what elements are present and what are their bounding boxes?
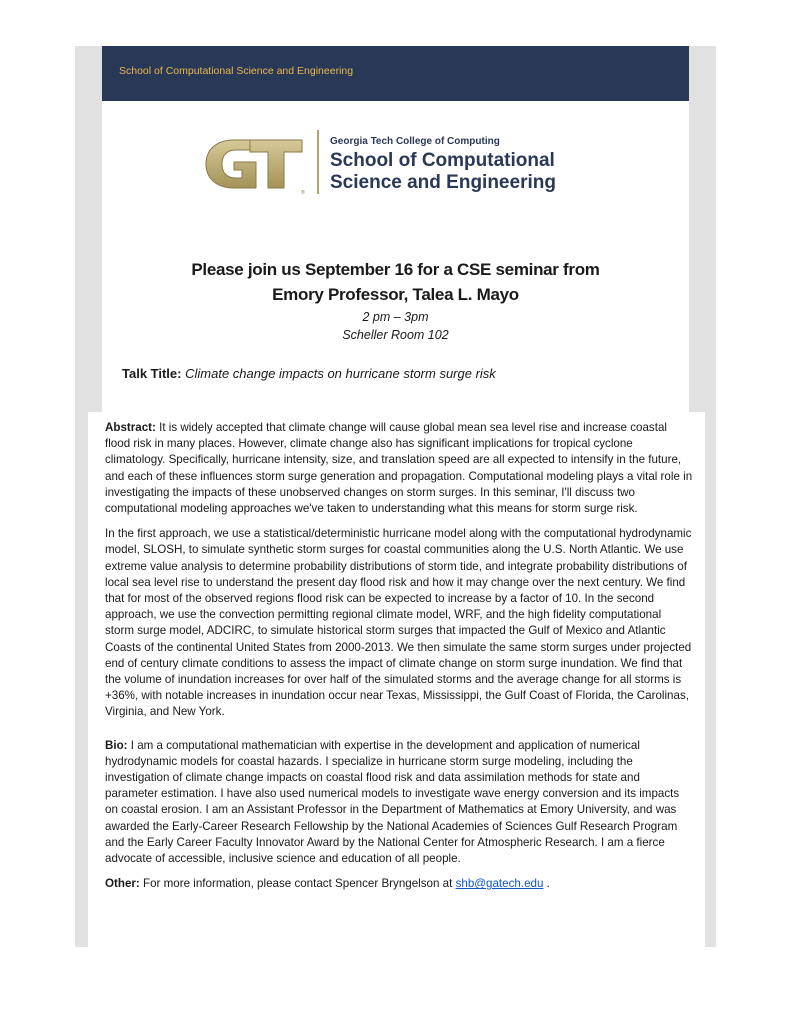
abstract-paragraph-1 xyxy=(105,420,693,517)
logo-subtitle: Georgia Tech College of Computing xyxy=(330,136,500,147)
seminar-title xyxy=(102,257,689,307)
logo-school-name xyxy=(330,150,556,194)
other-label: Other: xyxy=(105,877,140,891)
seminar-title-line-1: Please join us September 16 for a CSE seminar from xyxy=(191,260,600,279)
contact-email-link[interactable]: shb@gatech.edu xyxy=(455,877,544,891)
other-paragraph xyxy=(105,876,693,892)
header-org-name: School of Computational Science and Engineering xyxy=(119,65,354,77)
abstract-paragraph-2: In the first approach, we use a statistical/deterministic hurricane model along with the computational hydrodynamic model, SLOSH, to simulate synthetic storm surges for coastal communities along the U.S. North Atlantic. We use extreme value analysis to determine probability distributions of storm tide, and integrate probability distributions of local sea level rise to understand the present day flood risk and how it may change over the next century. We find that for most of the observed regions flood risk can be expected to increase by a factor of 10. In the second approach, we use the convection permitting regional climate model, WRF, and the high fidelity computational storm surge model, ADCIRC, to simulate historical storm surges that impacted the Gulf of Mexico and Atlantic Coasts of the continental United States from 2000-2013. We then simulate the same storm surges under projected end of century climate conditions to assess the impact of climate change on storm surge inundation. We find that the volume of inundation increases for over half of the simulated storms and the average change for all storms is +36%, with notable increases in inundation occur near Texas, Mississippi, the Gulf Coast of Florida, the Carolinas, Virginia, and New York. xyxy=(105,527,692,719)
bio-label: Bio: xyxy=(105,738,128,752)
logo-line-2: Science and Engineering xyxy=(330,172,556,193)
talk-title-row xyxy=(122,366,496,381)
svg-text:®: ® xyxy=(301,190,305,196)
other-end: . xyxy=(546,877,550,891)
talk-title-label: Talk Title: xyxy=(122,366,182,381)
abstract-label: Abstract: xyxy=(105,421,156,434)
bio-text: I am a computational mathematician with expertise in the development and application of numerical hydrodynamic models for coastal hazards. I specialize in hurricane storm surge modeling, including the investigation of climate change impacts on coastal flood risk and data assimilation methods for state and parameter estimation. I have also used numerical models to investigate wave energy conversion and its impacts on coastal erosion. I am an Assistant Professor in the Department of Mathematics at Emory University, and was awarded the Early-Career Research Fellowship by the National Academies of Sciences Gulf Research Program and the Early Career Faculty Innovator Award by the National Center for Atmospheric Research. I am a fierce advocate of accessible, inclusive science and education of all people. xyxy=(105,738,680,866)
talk-title: Climate change impacts on hurricane storm surge risk xyxy=(185,366,496,381)
seminar-location: Scheller Room 102 xyxy=(342,328,449,342)
other-text: For more information, please contact Spencer Bryngelson at xyxy=(143,877,453,891)
gt-monogram-logo xyxy=(204,132,304,196)
abstract-text-1: It is widely accepted that climate change will cause global mean sea level rise and increase coastal flood risk in many places. However, climate change also has significant implications for tropical cyclone climatology. Specifically, hurricane intensity, size, and translation speed are all expected to intensify in the future, and each of these influences storm surge generation and propagation. Computational modeling plays a vital role in investigating the impacts of these unobserved changes on storm surges. In this seminar, I'll discuss two computational modeling approaches we've taken to understanding what this means for storm surge risk. xyxy=(105,421,693,516)
seminar-title-line-2: Emory Professor, Talea L. Mayo xyxy=(272,285,519,304)
header-bar xyxy=(102,46,689,101)
gt-cse-logo xyxy=(204,130,564,200)
logo-line-1: School of Computational xyxy=(330,150,555,171)
body-text xyxy=(105,420,693,901)
logo-separator xyxy=(317,130,319,194)
seminar-time: 2 pm – 3pm xyxy=(362,310,429,324)
email-header-card xyxy=(102,46,689,412)
email-body-card xyxy=(88,412,705,947)
seminar-details xyxy=(102,308,689,344)
bio-paragraph xyxy=(105,738,693,868)
